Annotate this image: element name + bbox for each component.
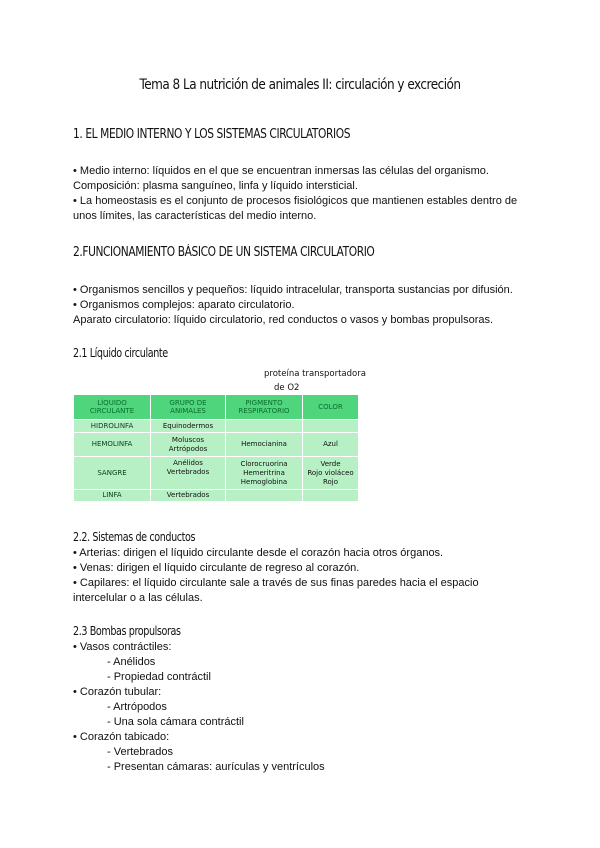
annotation-line: proteína transportadora [264,369,366,379]
table-cell [226,420,303,433]
text-line: unos límites, las características del medio interno. [73,210,317,222]
annotation-line: de O2 [274,383,300,393]
circulating-fluid-table [73,394,359,502]
table-row [74,433,359,457]
list-item: - Anélidos [107,656,156,668]
text-line: • Medio interno: líquidos en el que se encuentran inmersas las células del organismo. [73,165,489,177]
text-line: • Organismos complejos: aparato circulatorio. [73,299,295,311]
text-line: Aparato circulatorio: líquido circulatorio, red conductos o vasos y bombas propulsoras. [73,314,494,326]
list-item: - Presentan cámaras: aurículas y ventrículos [107,761,325,773]
text-line: • Arterias: dirigen el líquido circulante desde el corazón hacia otros órganos. [73,547,444,559]
text-line: • Capilares: el líquido circulante sale a través de sus finas paredes hacia el espacio [73,577,479,589]
table-cell: Vertebrados [151,490,226,502]
text-line: • La homeostasis es el conjunto de procesos fisiológicos que mantienen estables dentro de [73,195,518,207]
column-header-pigmento: PIGMENTO RESPIRATORIO [226,395,303,420]
column-header-grupo: GRUPO DE ANIMALES [151,395,226,420]
list-item: - Propiedad contráctil [107,671,211,683]
table-cell: Equinodermos [151,420,226,433]
text-line: • Organismos sencillos y pequeños: líquido intracelular, transporta sustancias por difusión. [73,284,513,296]
section-2-heading: 2.FUNCIONAMIENTO BÁSICO DE UN SISTEMA CIRCULATORIO [73,245,375,260]
table-row [74,420,359,433]
list-item: - Vertebrados [107,746,174,758]
table-cell: SANGRE [74,457,151,490]
table-cell: Azul [303,433,359,457]
table-cell: Anélidos Vertebrados [151,457,226,490]
list-item: - Una sola cámara contráctil [107,716,244,728]
text-line: intercelular o a las células. [73,592,203,604]
table-cell [226,490,303,502]
table-cell: Moluscos Artrópodos [151,433,226,457]
column-header-liquido: LÍQUIDO CIRCULANTE [74,395,151,420]
list-item: • Corazón tubular: [73,686,162,698]
table-header-row [74,395,359,420]
table-cell: LINFA [74,490,151,502]
section-2-text [73,283,533,328]
table-row [74,457,359,490]
list-item: • Corazón tabicado: [73,731,170,743]
table-cell: HEMOLINFA [74,433,151,457]
text-line: Composición: plasma sanguíneo, linfa y líquido intersticial. [73,180,358,192]
list-item: - Artrópodos [107,701,167,713]
section-1-heading: 1. EL MEDIO INTERNO Y LOS SISTEMAS CIRCULATORIOS [73,127,351,142]
table-row [74,490,359,502]
section-2-3-list [73,640,533,775]
table-cell [303,420,359,433]
table-annotation [264,367,364,395]
table-cell [303,490,359,502]
table-cell: Verde Rojo violáceo Rojo [303,457,359,490]
table-cell: Clorocruorina Hemeritrina Hemoglobina [226,457,303,490]
section-2-1-heading: 2.1 Líquido circulante [73,346,168,360]
section-2-2-heading: 2.2. Sistemas de conductos [73,530,196,544]
text-line: • Venas: dirigen el líquido circulante de regreso al corazón. [73,562,360,574]
section-1-text [73,164,533,224]
page-title: Tema 8 La nutrición de animales II: circulación y excreción [139,77,461,93]
table-cell: Hemocianina [226,433,303,457]
list-item: • Vasos contráctiles: [73,641,172,653]
section-2-3-heading: 2.3 Bombas propulsoras [73,624,181,638]
table-cell: HIDROLINFA [74,420,151,433]
column-header-color: COLOR [303,395,359,420]
section-2-2-text [73,546,533,606]
